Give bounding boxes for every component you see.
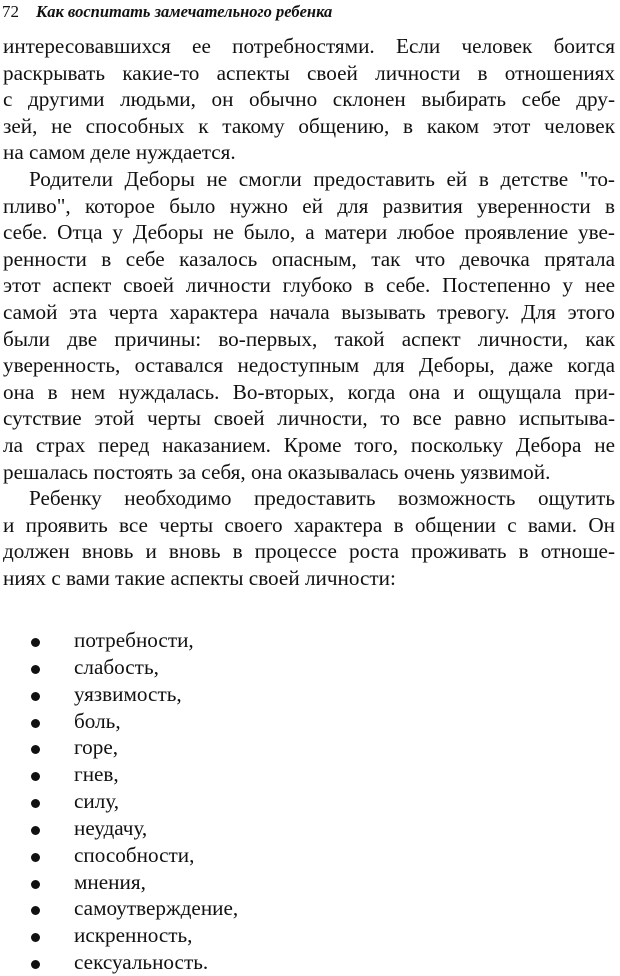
bullet-icon [31, 692, 40, 701]
bullet-icon [31, 719, 40, 728]
bullet-icon [31, 638, 40, 647]
list-item [0, 761, 620, 788]
text-line: интересовавшихся ее потребностями. Если человек боится [3, 34, 615, 58]
list-item [0, 922, 620, 949]
text-line: решалась постоять за себя, она оказывалась очень уязвимой. [3, 459, 551, 484]
bullet-icon [31, 772, 40, 781]
list-item [0, 708, 620, 735]
text-line: на самом деле нуждается. [3, 140, 236, 165]
list-item-text: слабость, [74, 654, 159, 679]
bullet-icon [31, 853, 40, 862]
text-line: Родители Деборы не смогли предоставить ей в детстве "то- [29, 166, 615, 191]
text-line: уверенность, оставался недоступным для Деборы, даже когда [3, 353, 615, 378]
text-line: сутствие этой черты своей личности, то все равно испытыва- [3, 406, 615, 431]
list-item-text: самоутверждение, [74, 896, 239, 921]
text-line: пливо", которое было нужно ей для развития уверенности в [3, 193, 615, 218]
text-line: ренности в себе казалось опасным, так что девочка прятала [3, 246, 615, 271]
list-item [0, 895, 620, 922]
text-line: самой эта черта характера начала вызывать тревогу. Для этого [3, 299, 615, 324]
text-line: раскрывать какие-то аспекты своей личности в отношениях [3, 60, 615, 85]
bullet-icon [31, 933, 40, 942]
list-item-text: боль, [74, 708, 121, 733]
list-item-text: сексуальность. [74, 950, 209, 975]
list-item-text: способности, [74, 842, 195, 867]
bullet-icon [31, 960, 40, 969]
running-title: Как воспитать замечательного ребенка [36, 2, 333, 21]
text-line: должен вновь и вновь в процессе роста проживать в отноше- [3, 539, 615, 564]
text-line: Ребенку необходимо предоставить возможность ощутить [29, 486, 615, 511]
list-item [0, 949, 620, 976]
bullet-icon [31, 906, 40, 915]
text-line: этот аспект своей личности глубоко в себе. Постепенно у нее [3, 273, 615, 298]
text-line: она в нем нуждалась. Во-вторых, когда она и ощущала при- [3, 379, 615, 404]
list-item [0, 788, 620, 815]
bullet-icon [31, 826, 40, 835]
list-item-text: мнения, [74, 869, 146, 894]
list-item-text: потребности, [74, 628, 194, 652]
list-item-text: уязвимость, [74, 681, 182, 706]
text-line: ла страх перед наказанием. Кроме того, поскольку Дебора не [3, 432, 615, 457]
list-item-text: гнев, [74, 762, 119, 787]
text-line: ниях с вами такие аспекты своей личности: [3, 565, 396, 590]
text-line: и проявить все черты своего характера в общении с вами. Он [3, 512, 615, 537]
bullet-list [0, 627, 620, 976]
list-item [0, 681, 620, 708]
list-item-text: горе, [74, 735, 119, 760]
text-line: себе. Отца у Деборы не было, а матери любое проявление уве- [3, 220, 615, 245]
bullet-icon [31, 880, 40, 889]
list-item-text: искренность, [74, 923, 193, 948]
body-text [3, 33, 615, 591]
list-item [0, 734, 620, 761]
text-line: с другими людьми, он обычно склонен выбирать себе дру- [3, 87, 615, 112]
list-item [0, 627, 620, 654]
text-line: были две причины: во-первых, такой аспект личности, как [3, 326, 615, 351]
bullet-icon [31, 745, 40, 754]
running-header [2, 0, 332, 26]
list-item [0, 869, 620, 896]
page-number: 72 [2, 2, 19, 21]
text-line: зей, не способных к такому общению, в каком этот человек [3, 113, 615, 138]
bullet-icon [31, 665, 40, 674]
bullet-icon [31, 799, 40, 808]
list-item [0, 654, 620, 681]
list-item [0, 815, 620, 842]
list-item [0, 842, 620, 869]
list-item-text: неудачу, [74, 815, 148, 840]
list-item-text: силу, [74, 789, 120, 814]
